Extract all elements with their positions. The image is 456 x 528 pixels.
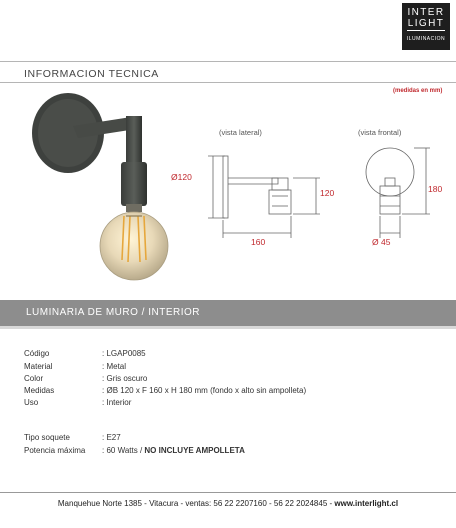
spec-value: Gris oscuro [106,374,148,383]
logo-rule [407,30,445,31]
spec-key: Medidas [24,386,55,395]
lateral-arm [228,178,278,184]
units-note: (medidas en mm) [393,88,443,94]
spec-value: 60 Watts / [106,446,145,455]
spec-value: ØB 120 x F 160 x H 180 mm (fondo x alto sin ampolleta) [106,386,307,395]
logo-line-1: INTER [407,7,445,18]
spec-separator: : [102,386,105,395]
spec-separator: : [102,398,105,407]
bulb-base [126,204,142,212]
bar-shadow [0,326,456,329]
spec-separator: : [102,374,105,383]
lateral-length-dim: 160 [251,237,266,247]
product-illustration [18,88,188,298]
logo-line-2: LIGHT [407,18,445,29]
frontal-socket-top [385,178,395,186]
lamp-stem [126,116,142,164]
lateral-wall-plate [223,156,228,218]
footer-line [0,492,456,493]
spec-separator: : [102,433,105,442]
spec-key: Potencia máxima [24,446,86,455]
spec-separator: : [102,362,105,371]
logo-line-3: ILUMINACION [406,36,446,42]
lamp-socket [121,162,147,206]
spec-key: Código [24,349,50,358]
lateral-height-dim: 120 [320,188,335,198]
spec-value: Interior [106,398,132,407]
section-title: INFORMACION TECNICA [24,68,159,80]
lateral-socket-body [269,190,291,214]
spec-value-warning: NO INCLUYE AMPOLLETA [144,446,245,455]
spec-key: Uso [24,398,39,407]
spec-value: E27 [106,433,121,442]
spec-key: Material [24,362,53,371]
header-bottom-line [0,82,456,83]
frontal-height-dim: 180 [428,184,443,194]
lateral-diameter-dim: Ø120 [171,172,192,182]
frontal-view-label: (vista frontal) [358,128,402,137]
technical-drawings [168,140,456,255]
footer [0,499,456,508]
spec-key: Color [24,374,44,383]
frontal-diameter-dim: Ø 45 [372,237,391,247]
spec-key: Tipo soquete [24,433,70,442]
footer-website-link[interactable]: www.interlight.cl [334,499,399,508]
header-top-line [0,61,456,62]
spec-value: Metal [106,362,127,371]
footer-contact: Manquehue Norte 1385 - Vitacura - ventas: 56 22 2207160 - 56 22 2024845 - [57,499,335,508]
frontal-socket-body [380,186,400,214]
bulb [100,212,168,280]
spec-separator: : [102,349,105,358]
interlight-logo [402,3,450,50]
spec-value: LGAP0085 [106,349,146,358]
spec-separator: : [102,446,105,455]
frontal-wall-plate [366,148,414,196]
lateral-view-label: (vista lateral) [219,128,262,137]
product-type-bar: LUMINARIA DE MURO / INTERIOR [0,300,456,326]
